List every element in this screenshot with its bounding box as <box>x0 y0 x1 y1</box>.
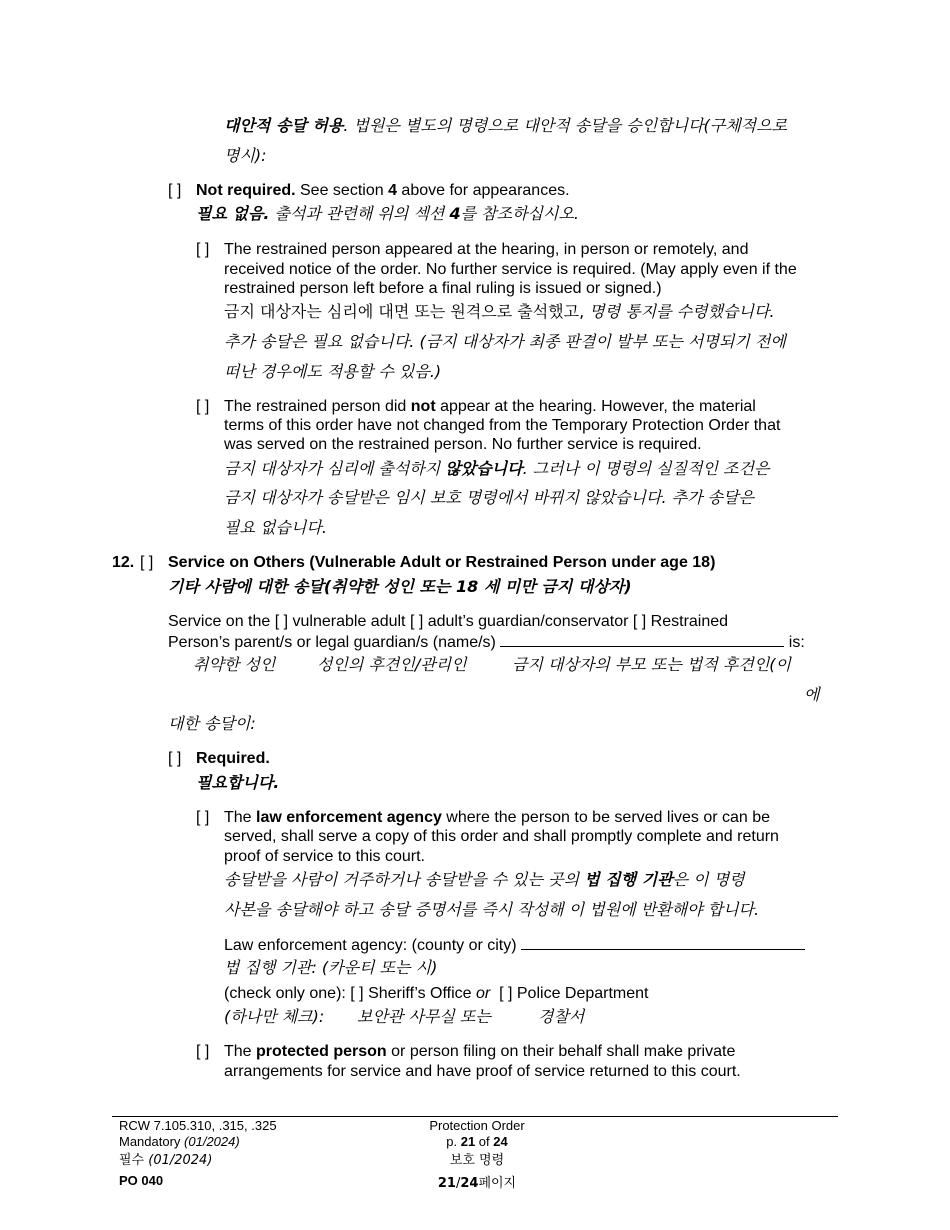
appeared-ko-line3: 떠난 경우에도 적용할 수 있음.) <box>224 362 442 381</box>
restrained-label: Restrained <box>646 613 729 630</box>
alt-service-ko-line1 <box>224 116 787 135</box>
not-required-checkbox[interactable]: [ ] <box>168 182 182 199</box>
appeared-checkbox[interactable]: [ ] <box>196 241 210 258</box>
parent-guardian-label: Person’s parent/s or legal guardian/s (name/s) <box>168 634 501 651</box>
footer-page-pre: p. <box>446 1134 461 1149</box>
footer-ko-page-sep: / <box>455 1176 461 1191</box>
not-appeared-ko-line1 <box>224 459 769 478</box>
service-on-text: Service on the <box>168 613 275 630</box>
not-required-text-post: above for appearances. <box>396 182 570 199</box>
footer-mandatory <box>119 1134 240 1150</box>
sheriff-checkbox[interactable]: [ ] <box>350 985 364 1002</box>
appeared-ko-text-a: 금지 대상자는 심리에 대면 또는 원격으로 출석했고, <box>224 302 590 321</box>
alt-service-ko-title: 대안적 송달 허용 <box>224 116 344 135</box>
not-appeared-ko-bold: 않았습니다 <box>445 459 523 478</box>
appeared-ko-line2: 추가 송달은 필요 없습니다. (금지 대상자가 최종 판결이 발부 또는 서명되기 전에 <box>224 332 786 351</box>
agency-field[interactable] <box>521 935 805 950</box>
footer-page-total: 24 <box>493 1134 508 1149</box>
check-one-line <box>224 984 649 1003</box>
not-appeared-ko-post: . 그러나 이 명령의 실질적인 조건은 <box>522 459 770 478</box>
protected-person-line2: arrangements for service and have proof of service returned to this court. <box>224 1063 741 1080</box>
not-appeared-text-post: appear at the hearing. However, the material <box>435 398 756 415</box>
agency-line <box>224 935 805 955</box>
alt-service-ko-line2: 명시): <box>224 146 267 165</box>
footer-ko-page-total: 24 <box>460 1176 479 1191</box>
not-required-label: Not required. <box>196 182 296 199</box>
footer-mandatory-label: Mandatory <box>119 1134 185 1149</box>
required-ko-label: 필요합니다. <box>196 773 280 792</box>
footer-ko-page <box>377 1176 577 1192</box>
not-appeared-bold: not <box>410 398 436 415</box>
agency-label: Law enforcement agency: (county or city) <box>224 937 522 954</box>
or-label: or <box>475 985 491 1002</box>
appeared-line2: received notice of the order. No further service is required. (May apply even if the <box>224 261 797 278</box>
footer-page-of: of <box>475 1134 494 1149</box>
is-label: is: <box>784 634 805 651</box>
footer-ko-page-suffix: 페이지 <box>478 1176 517 1191</box>
footer-ko-title: 보호 명령 <box>449 1153 505 1168</box>
law-enforcement-ko-line2: 사본을 송달해야 하고 송달 증명서를 즉시 작성해 이 법원에 반환해야 합니다. <box>224 900 760 919</box>
law-enforcement-pre: The <box>224 809 257 826</box>
section-ref: 4 <box>388 182 397 199</box>
not-required-ko-label: 필요 없음. <box>196 204 270 223</box>
restrained-parent-checkbox[interactable]: [ ] <box>632 613 647 630</box>
alt-service-ko-text: . 법원은 별도의 명령으로 대안적 송달을 승인합니다(구체적으로 <box>343 116 788 135</box>
parent-guardian-name-field[interactable] <box>500 632 784 647</box>
police-checkbox[interactable]: [ ] <box>499 985 513 1002</box>
appeared-ko-line1 <box>224 302 775 321</box>
law-enforcement-ko-line1 <box>224 870 745 889</box>
section-12-ko-title: 기타 사람에 대한 송달(취약한 성인 또는 18 세 미만 금지 대상자) <box>168 577 632 596</box>
not-appeared-ko-line3: 필요 없습니다. <box>224 518 327 537</box>
footer-rule <box>112 1116 838 1117</box>
protected-person-checkbox[interactable]: [ ] <box>196 1043 210 1060</box>
not-appeared-checkbox[interactable]: [ ] <box>196 398 210 415</box>
law-enforcement-line2: served, shall serve a copy of this order and shall promptly complete and return <box>224 828 779 845</box>
law-enforcement-post: where the person to be served lives or can be <box>441 809 771 826</box>
not-appeared-text-pre: The restrained person did <box>224 398 411 415</box>
sheriff-label: Sheriff’s Office <box>363 985 476 1002</box>
protected-person-post: or person filing on their behalf shall make private <box>386 1043 736 1060</box>
law-enforcement-bold: law enforcement agency <box>256 809 442 826</box>
service-on-line2 <box>168 632 805 652</box>
law-enforcement-line3: proof of service to this court. <box>224 848 425 865</box>
ko-section-ref: 4 <box>449 204 461 223</box>
footer-page-num: 21 <box>460 1134 476 1149</box>
protected-person-pre: The <box>224 1043 257 1060</box>
section-12-checkbox[interactable]: [ ] <box>140 554 154 571</box>
vulnerable-adult-label: vulnerable adult <box>288 613 410 630</box>
not-appeared-ko-line2: 금지 대상자가 송달받은 임시 보호 명령에서 바뀌지 않았습니다. 추가 송달은 <box>224 488 754 507</box>
vulnerable-adult-checkbox[interactable]: [ ] <box>274 613 289 630</box>
agency-ko-label: 법 집행 기관: (카운티 또는 시) <box>224 958 438 977</box>
footer-page <box>377 1134 577 1150</box>
ko-option-parent-cont: 에 <box>804 685 820 704</box>
ko-option-vulnerable: 취약한 성인 <box>193 655 276 674</box>
section-12-number: 12. <box>112 554 135 571</box>
law-enforcement-ko-bold: 법 집행 기관 <box>584 870 673 889</box>
ko-service-label: 대한 송달이: <box>168 714 256 733</box>
not-appeared-line3: was served on the restrained person. No further service is required. <box>224 436 702 453</box>
required-checkbox[interactable]: [ ] <box>168 750 182 767</box>
police-ko-label: 경찰서 <box>538 1007 585 1026</box>
guardian-label: adult’s guardian/conservator <box>423 613 633 630</box>
appeared-ko-text-b: 명령 통지를 수령했습니다. <box>589 302 775 321</box>
ko-option-parent: 금지 대상자의 부모 또는 법적 후견인(이 <box>512 655 791 674</box>
appeared-line1: The restrained person appeared at the hearing, in person or remotely, and <box>224 241 749 258</box>
footer-rcw: RCW 7.105.310, .315, .325 <box>119 1118 277 1133</box>
footer-ko-page-num: 21 <box>437 1176 456 1191</box>
footer-ko-mandatory-label: 필수 <box>119 1153 149 1168</box>
not-appeared-line1 <box>224 397 756 416</box>
check-one-ko-label: (하나만 체크): <box>224 1007 325 1026</box>
not-appeared-line2: terms of this order have not changed from the Temporary Protection Order that <box>224 417 781 434</box>
guardian-checkbox[interactable]: [ ] <box>409 613 424 630</box>
protected-person-bold: protected person <box>256 1043 387 1060</box>
law-enforcement-line1 <box>224 808 770 827</box>
appeared-line3: restrained person left before a final ruling is issued or signed.) <box>224 280 662 297</box>
section-12-title: Service on Others (Vulnerable Adult or Restrained Person under age 18) <box>168 554 716 571</box>
protected-person-line1 <box>224 1042 735 1061</box>
footer-form-number: PO 040 <box>119 1173 164 1188</box>
not-required-ko-line <box>196 204 579 223</box>
not-required-ko-text: 출석과 관련해 위의 섹션 <box>269 204 450 223</box>
not-required-ko-text-post: 를 참조하십시오. <box>460 204 579 223</box>
ko-option-guardian: 성인의 후견인/관리인 <box>317 655 467 674</box>
not-required-line <box>196 181 570 200</box>
law-enforcement-checkbox[interactable]: [ ] <box>196 809 210 826</box>
sheriff-ko-label: 보안관 사무실 또는 <box>357 1007 491 1026</box>
not-appeared-ko-pre: 금지 대상자가 심리에 출석하지 <box>224 459 446 478</box>
police-label: Police Department <box>512 985 649 1002</box>
law-enforcement-ko-post: 은 이 명령 <box>672 870 745 889</box>
service-on-line1 <box>168 612 728 631</box>
not-required-text: See section <box>295 182 389 199</box>
law-enforcement-ko-pre: 송달받을 사람이 거주하거나 송달받을 수 있는 곳의 <box>224 870 585 889</box>
required-label: Required. <box>196 750 270 767</box>
footer-mandatory-date: (01/2024) <box>184 1134 240 1149</box>
footer-ko-mandatory <box>119 1153 212 1169</box>
check-one-label: (check only one): <box>224 985 351 1002</box>
footer-title: Protection Order <box>429 1118 525 1133</box>
footer-ko-mandatory-date: (01/2024) <box>148 1153 213 1168</box>
